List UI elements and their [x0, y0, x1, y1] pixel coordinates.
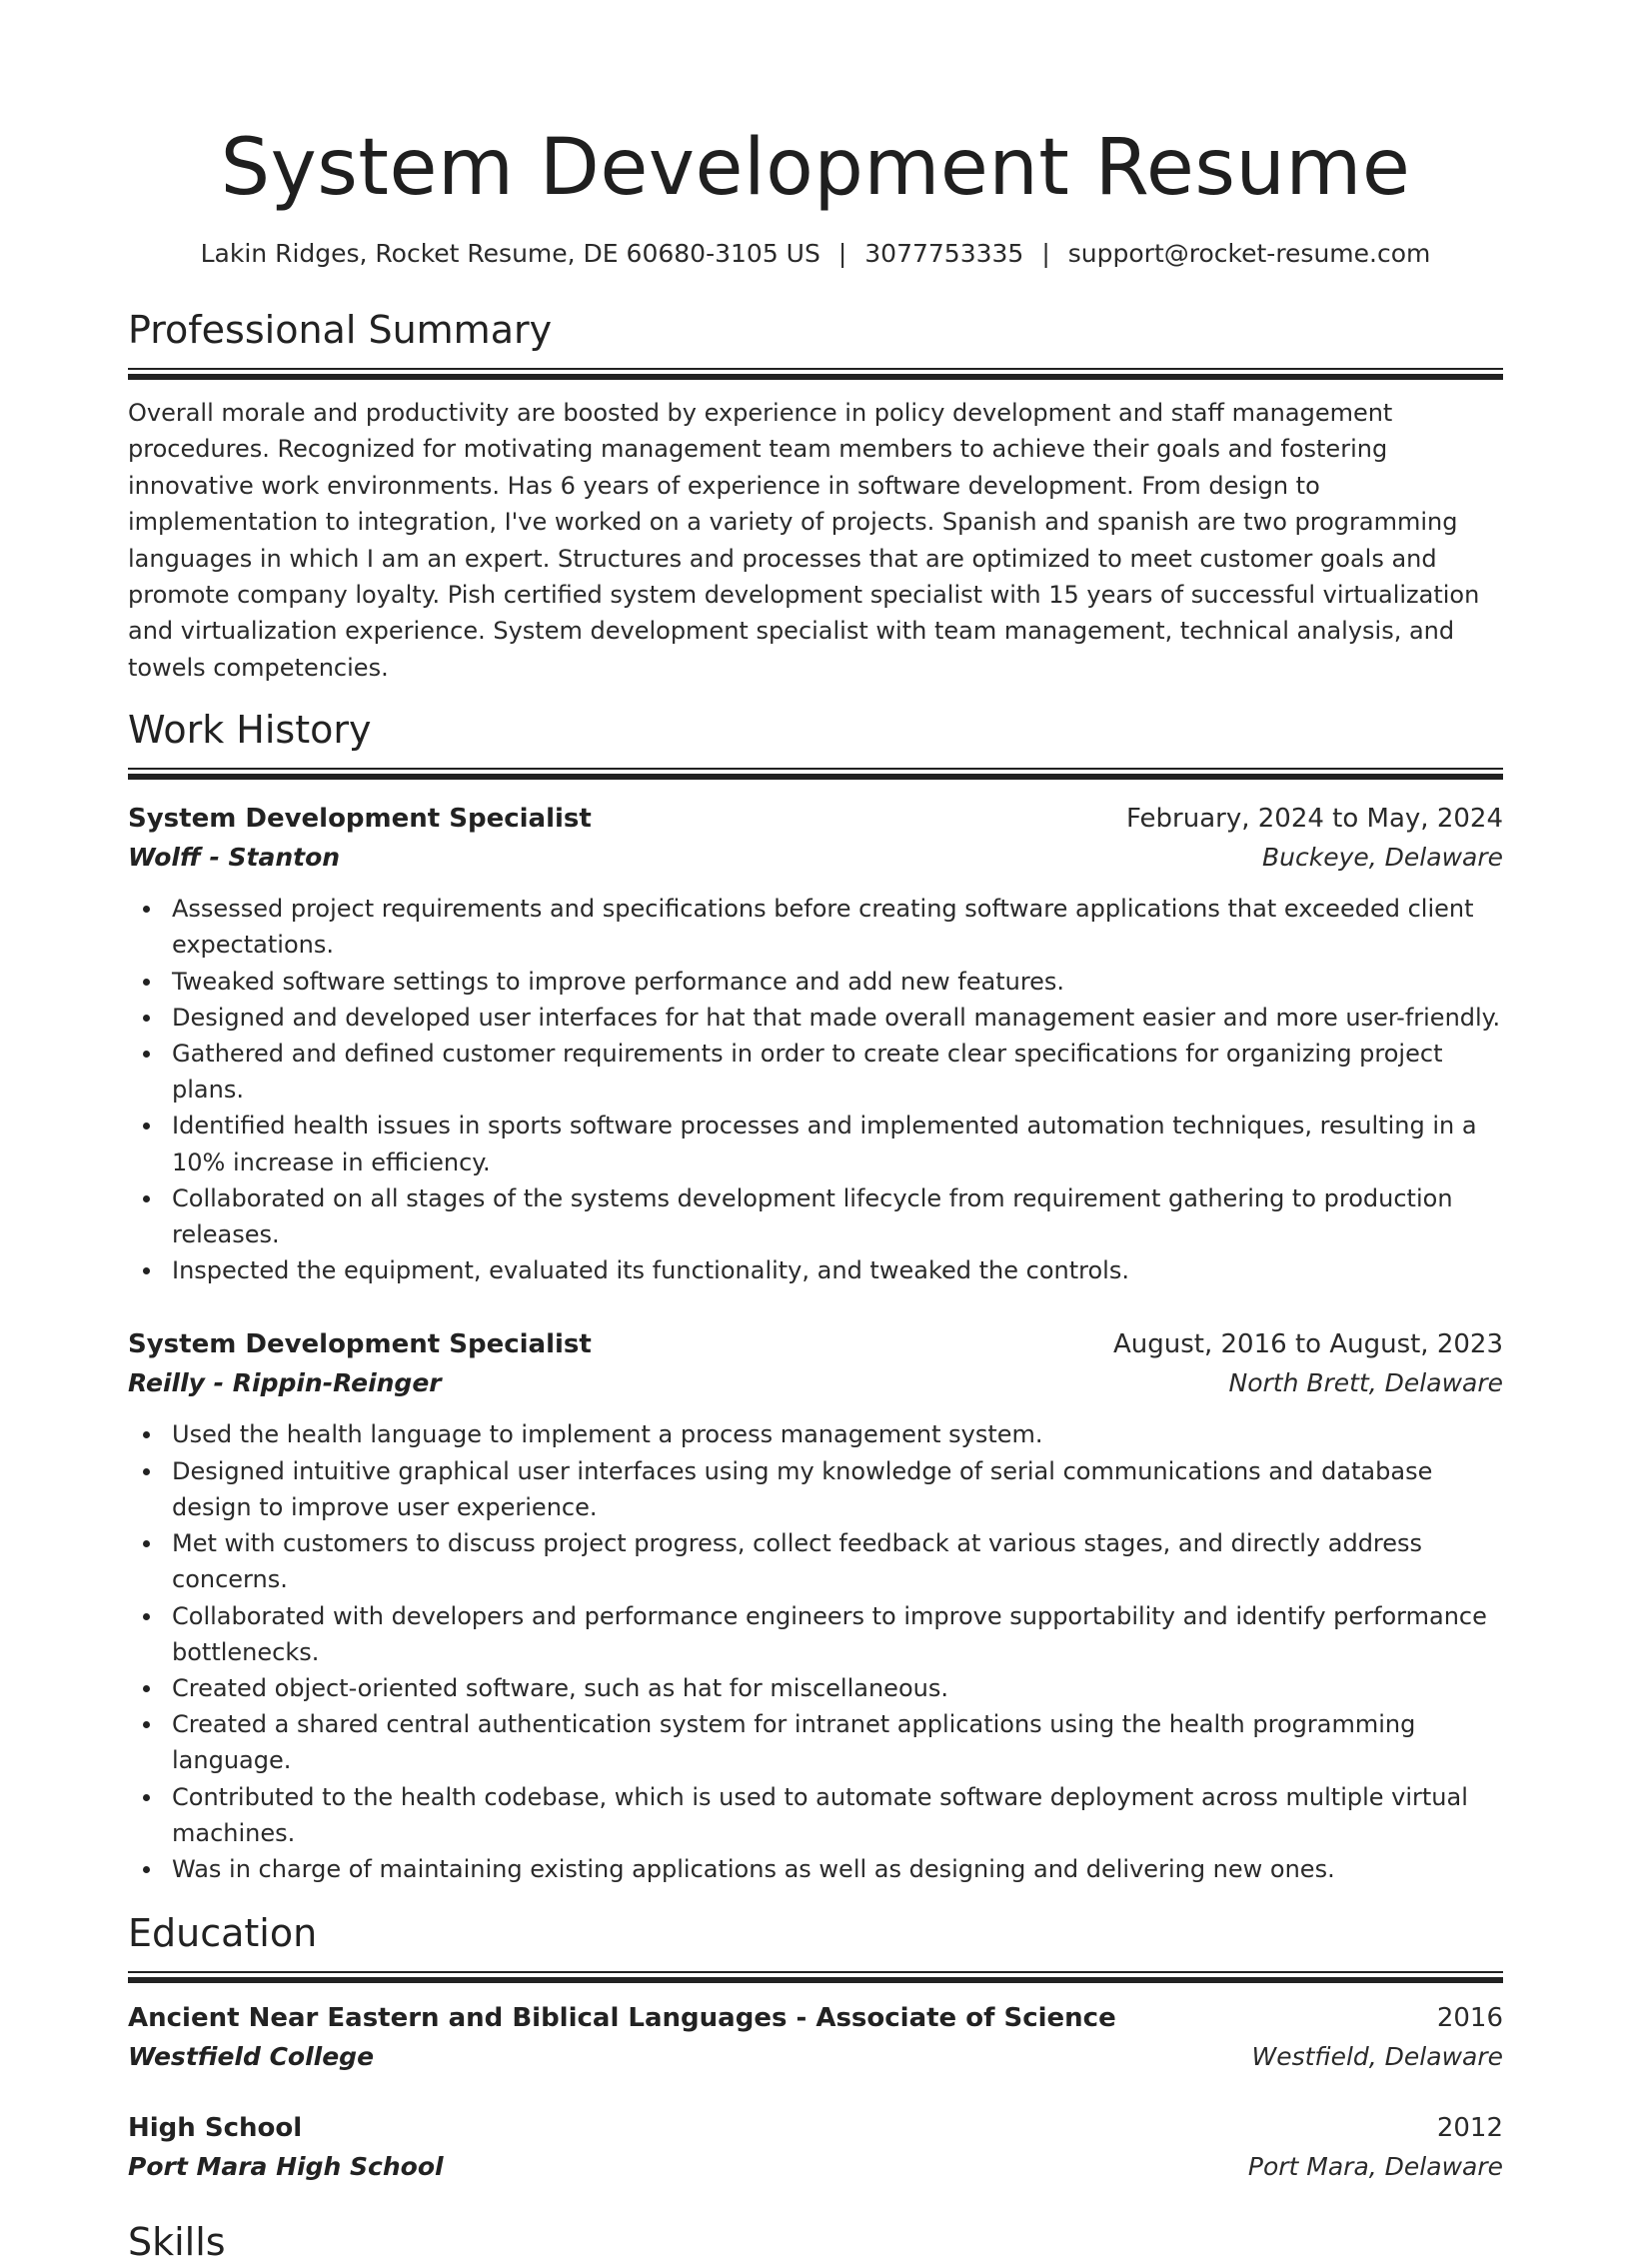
job-bullet: Contributed to the health codebase, which is used to automate software deployment across multiple virtual machines. [128, 1779, 1503, 1851]
job-bullet: Created object-oriented software, such as hat for miscellaneous. [128, 1670, 1503, 1706]
contact-line [128, 236, 1503, 272]
job-subheader [128, 839, 1503, 877]
job-bullets [128, 1416, 1503, 1887]
job-bullet: Identified health issues in sports software processes and implemented automation techniques, resulting in a 10% increase in efficiency. [128, 1108, 1503, 1179]
job-bullet: Was in charge of maintaining existing applications as well as designing and delivering new ones. [128, 1851, 1503, 1887]
job-dates: August, 2016 to August, 2023 [1113, 1329, 1503, 1360]
education-year: 2016 [1436, 2003, 1503, 2034]
section-divider [128, 1971, 1503, 1984]
contact-phone: 3077753335 [864, 239, 1024, 268]
job-bullet: Assessed project requirements and specifications before creating software applications that exceeded client expectations. [128, 891, 1503, 963]
contact-email: support@rocket-resume.com [1067, 239, 1431, 268]
job-entry [128, 799, 1503, 1288]
education-header [128, 1998, 1503, 2038]
education-entry [128, 2108, 1503, 2186]
education-subheader [128, 2148, 1503, 2186]
education-header [128, 2108, 1503, 2148]
resume-title: System Development Resume [220, 123, 1411, 213]
education-subheader [128, 2038, 1503, 2076]
job-header [128, 1324, 1503, 1364]
skills-heading: Skills [128, 2220, 226, 2265]
job-bullet: Created a shared central authentication system for intranet applications using the health programming language. [128, 1706, 1503, 1778]
job-subheader [128, 1364, 1503, 1402]
contact-address: Lakin Ridges, Rocket Resume, DE 60680-3105 US [200, 239, 820, 268]
job-company: Wolff - Stanton [128, 843, 341, 873]
education-degree: High School [128, 2113, 303, 2144]
job-title: System Development Specialist [128, 804, 592, 835]
job-bullet: Tweaked software settings to improve performance and add new features. [128, 964, 1503, 1000]
job-bullet: Met with customers to discuss project progress, collect feedback at various stages, and directly address concerns. [128, 1525, 1503, 1597]
job-bullets [128, 891, 1503, 1288]
summary-heading: Professional Summary [128, 308, 553, 352]
job-entry [128, 1324, 1503, 1887]
job-bullet: Collaborated with developers and performance engineers to improve supportability and identify performance bottlenecks. [128, 1598, 1503, 1670]
job-title: System Development Specialist [128, 1329, 592, 1360]
job-bullet: Designed and developed user interfaces for hat that made overall management easier and more user-friendly. [128, 1000, 1503, 1036]
job-bullet: Inspected the equipment, evaluated its functionality, and tweaked the controls. [128, 1252, 1503, 1288]
work-history-heading: Work History [128, 708, 372, 753]
education-heading: Education [128, 1911, 318, 1956]
summary-text: Overall morale and productivity are boosted by experience in policy development and staff management procedures. Recognized for motivating management team members to achieve their goals and fostering innovative work environments. Has 6 years of experience in software development. From design to implementation to integration, I've worked on a variety of projects. Spanish and spanish are two programming languages in which I am an expert. Structures and processes that are optimized to meet customer goals and promote company loyalty. Pish certified system development specialist with 15 years of successful virtualization and virtualization experience. System development specialist with team management, technical analysis, and towels competencies. [128, 399, 1480, 682]
job-location: Buckeye, Delaware [1262, 843, 1503, 873]
education-entry [128, 1998, 1503, 2076]
education-degree: Ancient Near Eastern and Biblical Languages - Associate of Science [128, 2003, 1116, 2034]
job-header [128, 799, 1503, 839]
job-company: Reilly - Rippin-Reinger [128, 1368, 442, 1398]
education-school: Westfield College [128, 2042, 375, 2072]
education-year: 2012 [1436, 2113, 1503, 2144]
section-divider [128, 768, 1503, 781]
contact-separator: | [1041, 239, 1050, 268]
job-bullet: Gathered and defined customer requirements in order to create clear specifications for organizing project plans. [128, 1036, 1503, 1108]
job-location: North Brett, Delaware [1228, 1368, 1503, 1398]
job-bullet: Used the health language to implement a process management system. [128, 1416, 1503, 1452]
education-location: Westfield, Delaware [1251, 2042, 1503, 2072]
job-bullet: Designed intuitive graphical user interfaces using my knowledge of serial communications and database design to improve user experience. [128, 1453, 1503, 1525]
job-bullet: Collaborated on all stages of the systems development lifecycle from requirement gathering to production releases. [128, 1180, 1503, 1252]
job-dates: February, 2024 to May, 2024 [1126, 804, 1503, 835]
section-divider [128, 368, 1503, 381]
education-school: Port Mara High School [128, 2152, 444, 2182]
education-location: Port Mara, Delaware [1247, 2152, 1503, 2182]
contact-separator: | [837, 239, 847, 268]
